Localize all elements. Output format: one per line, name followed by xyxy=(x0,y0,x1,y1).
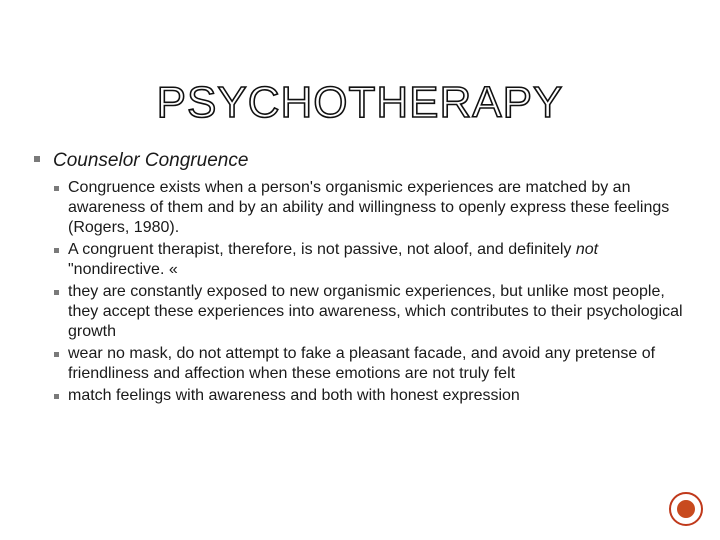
list-item xyxy=(54,344,694,384)
slide-title: PSYCHOTHERAPY xyxy=(156,78,564,127)
bullet-text: match feelings with awareness and both with honest expression xyxy=(68,387,520,404)
bullet-text: they are constantly exposed to new organismic experiences, but unlike most people, they accept these experiences into awareness, which contributes to their psychological growth xyxy=(68,283,683,340)
circle-logo-icon xyxy=(669,492,703,526)
bullet-text: exists when a person's organismic experiences are matched by an awareness of them and by an ability and willingness to openly express these feelings (Rogers, 1980). xyxy=(68,179,670,236)
square-bullet-icon xyxy=(54,186,59,191)
square-bullet-icon xyxy=(34,156,40,162)
list-item xyxy=(54,240,694,280)
bullet-text-end: "nondirective. « xyxy=(68,261,178,278)
section-heading: Counselor Congruence xyxy=(53,150,249,171)
square-bullet-icon xyxy=(54,248,59,253)
italic-word: not xyxy=(575,241,599,258)
list-item xyxy=(54,178,694,238)
square-bullet-icon xyxy=(54,394,59,399)
logo-inner-circle xyxy=(675,498,697,520)
list-item-text xyxy=(68,240,694,280)
slide-content xyxy=(34,150,694,408)
list-item xyxy=(54,386,694,406)
bullet-text: A congruent therapist, therefore, is not passive, not aloof, and definitely xyxy=(68,241,576,258)
bullet-text: wear no mask, do not attempt to fake a pleasant facade, and avoid any pretense of friendliness and affection when these emotions are not truly felt xyxy=(68,345,656,382)
bold-term: Congruence xyxy=(68,179,156,196)
list-item xyxy=(54,282,694,342)
list-item-text xyxy=(68,178,694,238)
square-bullet-icon xyxy=(54,290,59,295)
square-bullet-icon xyxy=(54,352,59,357)
heading-bullet xyxy=(34,150,694,172)
bullet-list xyxy=(34,178,694,406)
